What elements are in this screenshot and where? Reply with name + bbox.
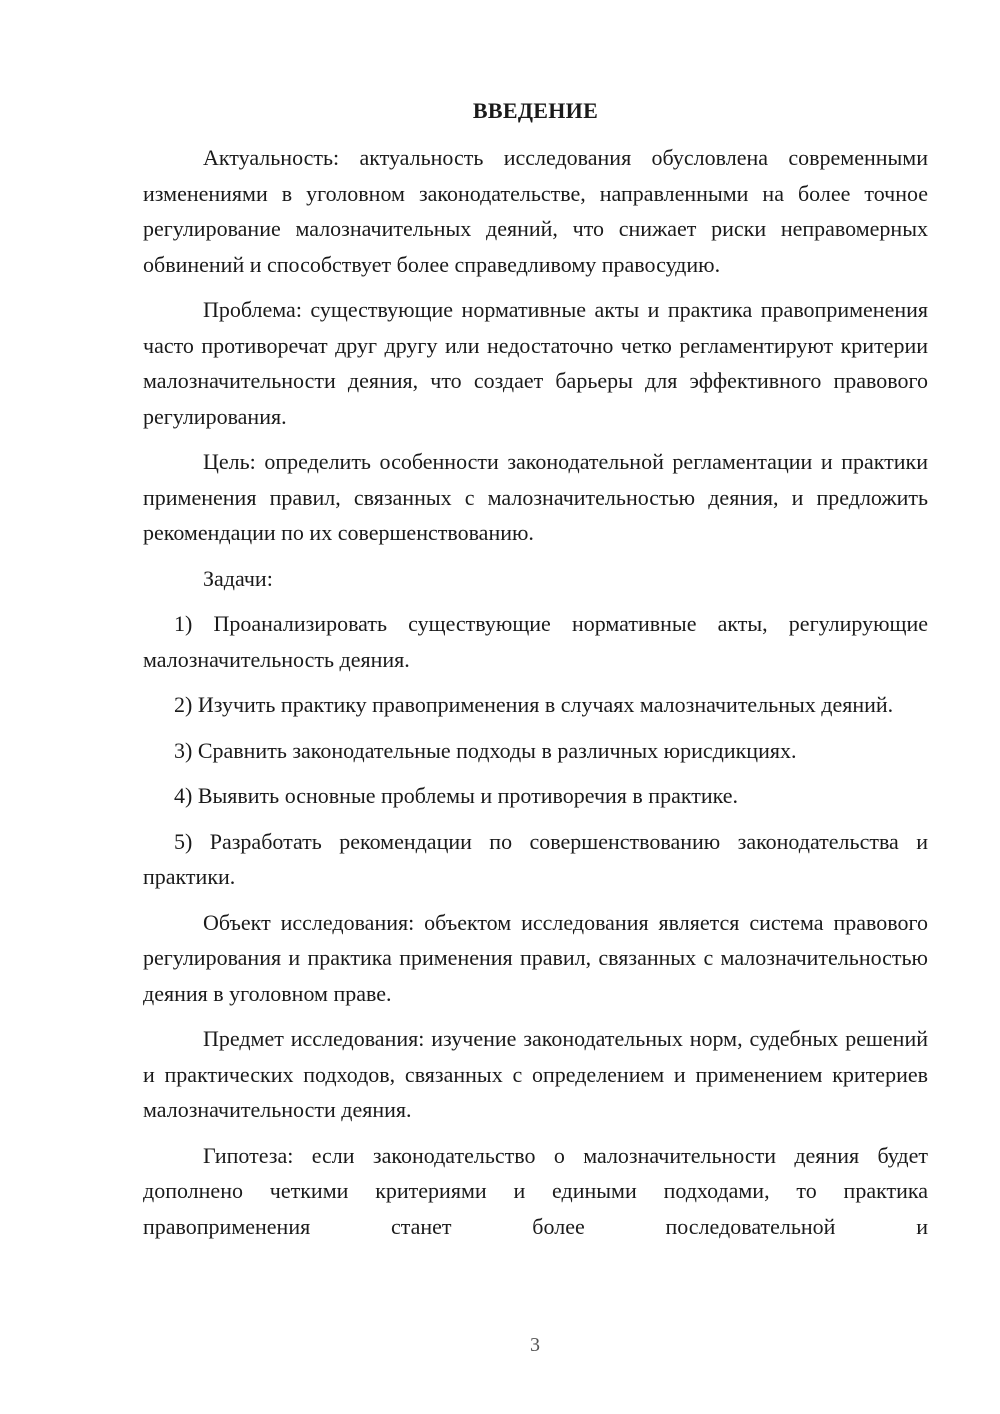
task-item-4: 4) Выявить основные проблемы и противоречия в практике. xyxy=(174,783,739,808)
object-paragraph: Объект исследования: объектом исследования является система правового регулирования и практика применения правил, связанных с малозначительностью деяния в уголовном праве. xyxy=(143,909,928,1006)
task-item-3: 3) Сравнить законодательные подходы в различных юрисдикциях. xyxy=(174,737,797,763)
task-item-2: 2) Изучить практику правоприменения в случаях малозначительных деяний. xyxy=(174,692,894,717)
goal-paragraph: Цель: определить особенности законодательной регламентации и практики применения правил, связанных с малозначительностью деяния, и предложить рекомендации по их совершенствованию. xyxy=(143,449,928,545)
tasks-heading: Задачи: xyxy=(203,565,273,591)
relevance-paragraph: Актуальность: актуальность исследования обусловлена современными изменениями в уголовном законодательстве, направленными на более точное регулирование малозначительных деяний, что снижает риски неправомерных обвинений и способствует более справедливому правосудию. xyxy=(143,145,928,277)
task-item-1: 1) Проанализировать существующие нормативные акты, регулирующие малозначительность деяния. xyxy=(143,611,928,672)
task-item-5: 5) Разработать рекомендации по совершенствованию законодательства и практики. xyxy=(143,828,928,889)
page-content xyxy=(143,94,928,1244)
problem-paragraph: Проблема: существующие нормативные акты и практика правоприменения часто противоречат друг другу или недостаточно четко регламентируют критерии малозначительности деяния, что создает барьеры для эффективного правового регулирования. xyxy=(143,297,928,429)
page-number: 3 xyxy=(530,1334,540,1356)
section-heading: ВВЕДЕНИЕ xyxy=(472,98,599,123)
hypothesis-paragraph: Гипотеза: если законодательство о малозначительности деяния будет дополнено четкими критериями и едиными подходами, то практика правоприменения станет более последовательной и xyxy=(143,1142,928,1239)
subject-paragraph: Предмет исследования: изучение законодательных норм, судебных решений и практических подходов, связанных с определением и применением критериев малозначительности деяния. xyxy=(143,1026,928,1122)
